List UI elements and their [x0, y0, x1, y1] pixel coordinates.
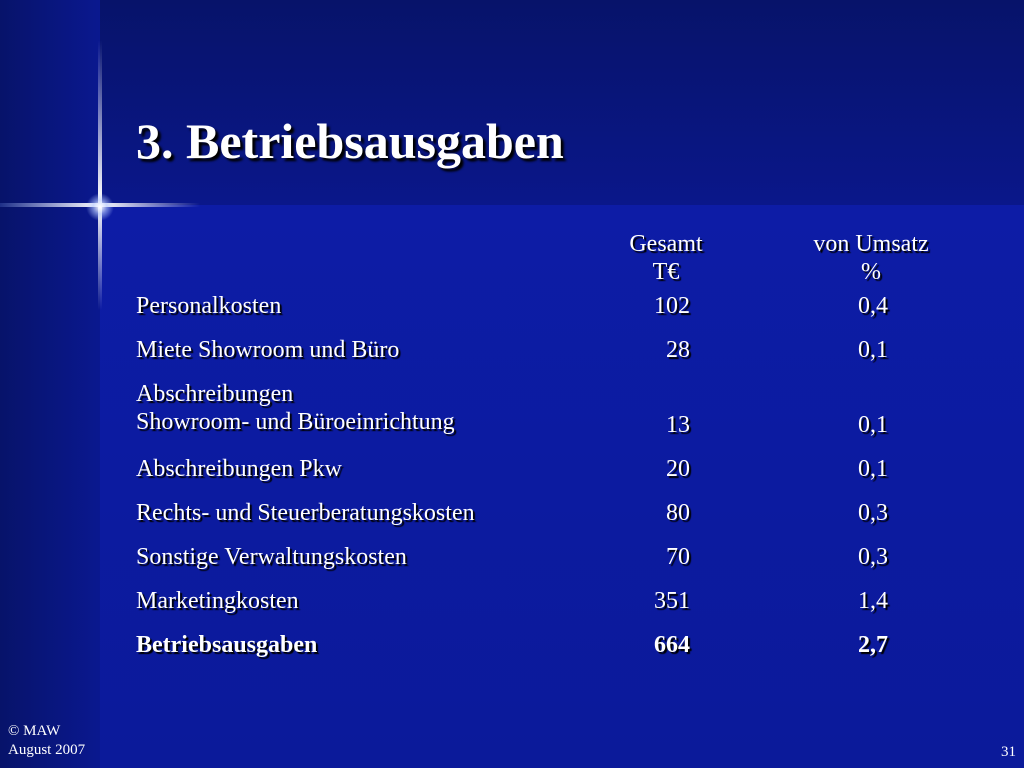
row-gesamt: 70: [666, 544, 690, 570]
row-gesamt: 13: [666, 412, 690, 438]
page-number: 31: [1001, 744, 1016, 760]
row-label: Miete Showroom und Büro: [136, 337, 400, 363]
row-label: Rechts- und Steuerberatungskosten: [136, 500, 475, 526]
total-gesamt: 664: [654, 632, 690, 658]
row-label: Sonstige Verwaltungskosten: [136, 544, 407, 570]
table-row: [136, 290, 956, 334]
row-umsatz: 1,4: [858, 588, 888, 614]
header-umsatz-unit: %: [861, 259, 881, 285]
row-label: Abschreibungen Pkw: [136, 456, 342, 482]
row-gesamt: 28: [666, 337, 690, 363]
row-umsatz: 0,3: [858, 544, 888, 570]
table-row: [136, 585, 956, 629]
header-gesamt-unit: T€: [652, 259, 680, 285]
table-row: [136, 378, 956, 453]
expense-table: [136, 230, 956, 673]
row-label-line2: Showroom- und Büroeinrichtung: [136, 409, 455, 435]
row-umsatz: 0,3: [858, 500, 888, 526]
header-umsatz-label: von Umsatz: [813, 231, 929, 257]
row-umsatz: 0,4: [858, 293, 888, 319]
table-row: [136, 497, 956, 541]
total-label: Betriebsausgaben: [136, 632, 318, 658]
header-gesamt: [606, 230, 726, 286]
row-umsatz: 0,1: [858, 337, 888, 363]
slide-title: 3. Betriebsausgaben: [136, 113, 564, 169]
row-label: [136, 380, 455, 436]
row-gesamt: 351: [654, 588, 690, 614]
row-label: Marketingkosten: [136, 588, 299, 614]
row-label: Personalkosten: [136, 293, 282, 319]
sparkle-icon: [86, 193, 114, 221]
footer-info: [8, 722, 85, 760]
row-gesamt: 80: [666, 500, 690, 526]
table-total-row: [136, 629, 956, 673]
total-umsatz: 2,7: [858, 632, 888, 658]
header-umsatz: [786, 230, 956, 286]
row-umsatz: 0,1: [858, 412, 888, 438]
row-gesamt: 102: [654, 293, 690, 319]
top-band: [0, 0, 1024, 205]
table-row: [136, 334, 956, 378]
table-row: [136, 541, 956, 585]
table-row: [136, 453, 956, 497]
footer-copyright: © MAW: [8, 723, 61, 739]
left-band: [0, 0, 100, 768]
row-umsatz: 0,1: [858, 456, 888, 482]
table-header: [136, 230, 956, 290]
row-label-line1: Abschreibungen: [136, 381, 294, 407]
header-gesamt-label: Gesamt: [629, 231, 703, 257]
footer-date: August 2007: [8, 742, 86, 758]
decorative-light-line-vertical: [98, 40, 102, 310]
row-gesamt: 20: [666, 456, 690, 482]
